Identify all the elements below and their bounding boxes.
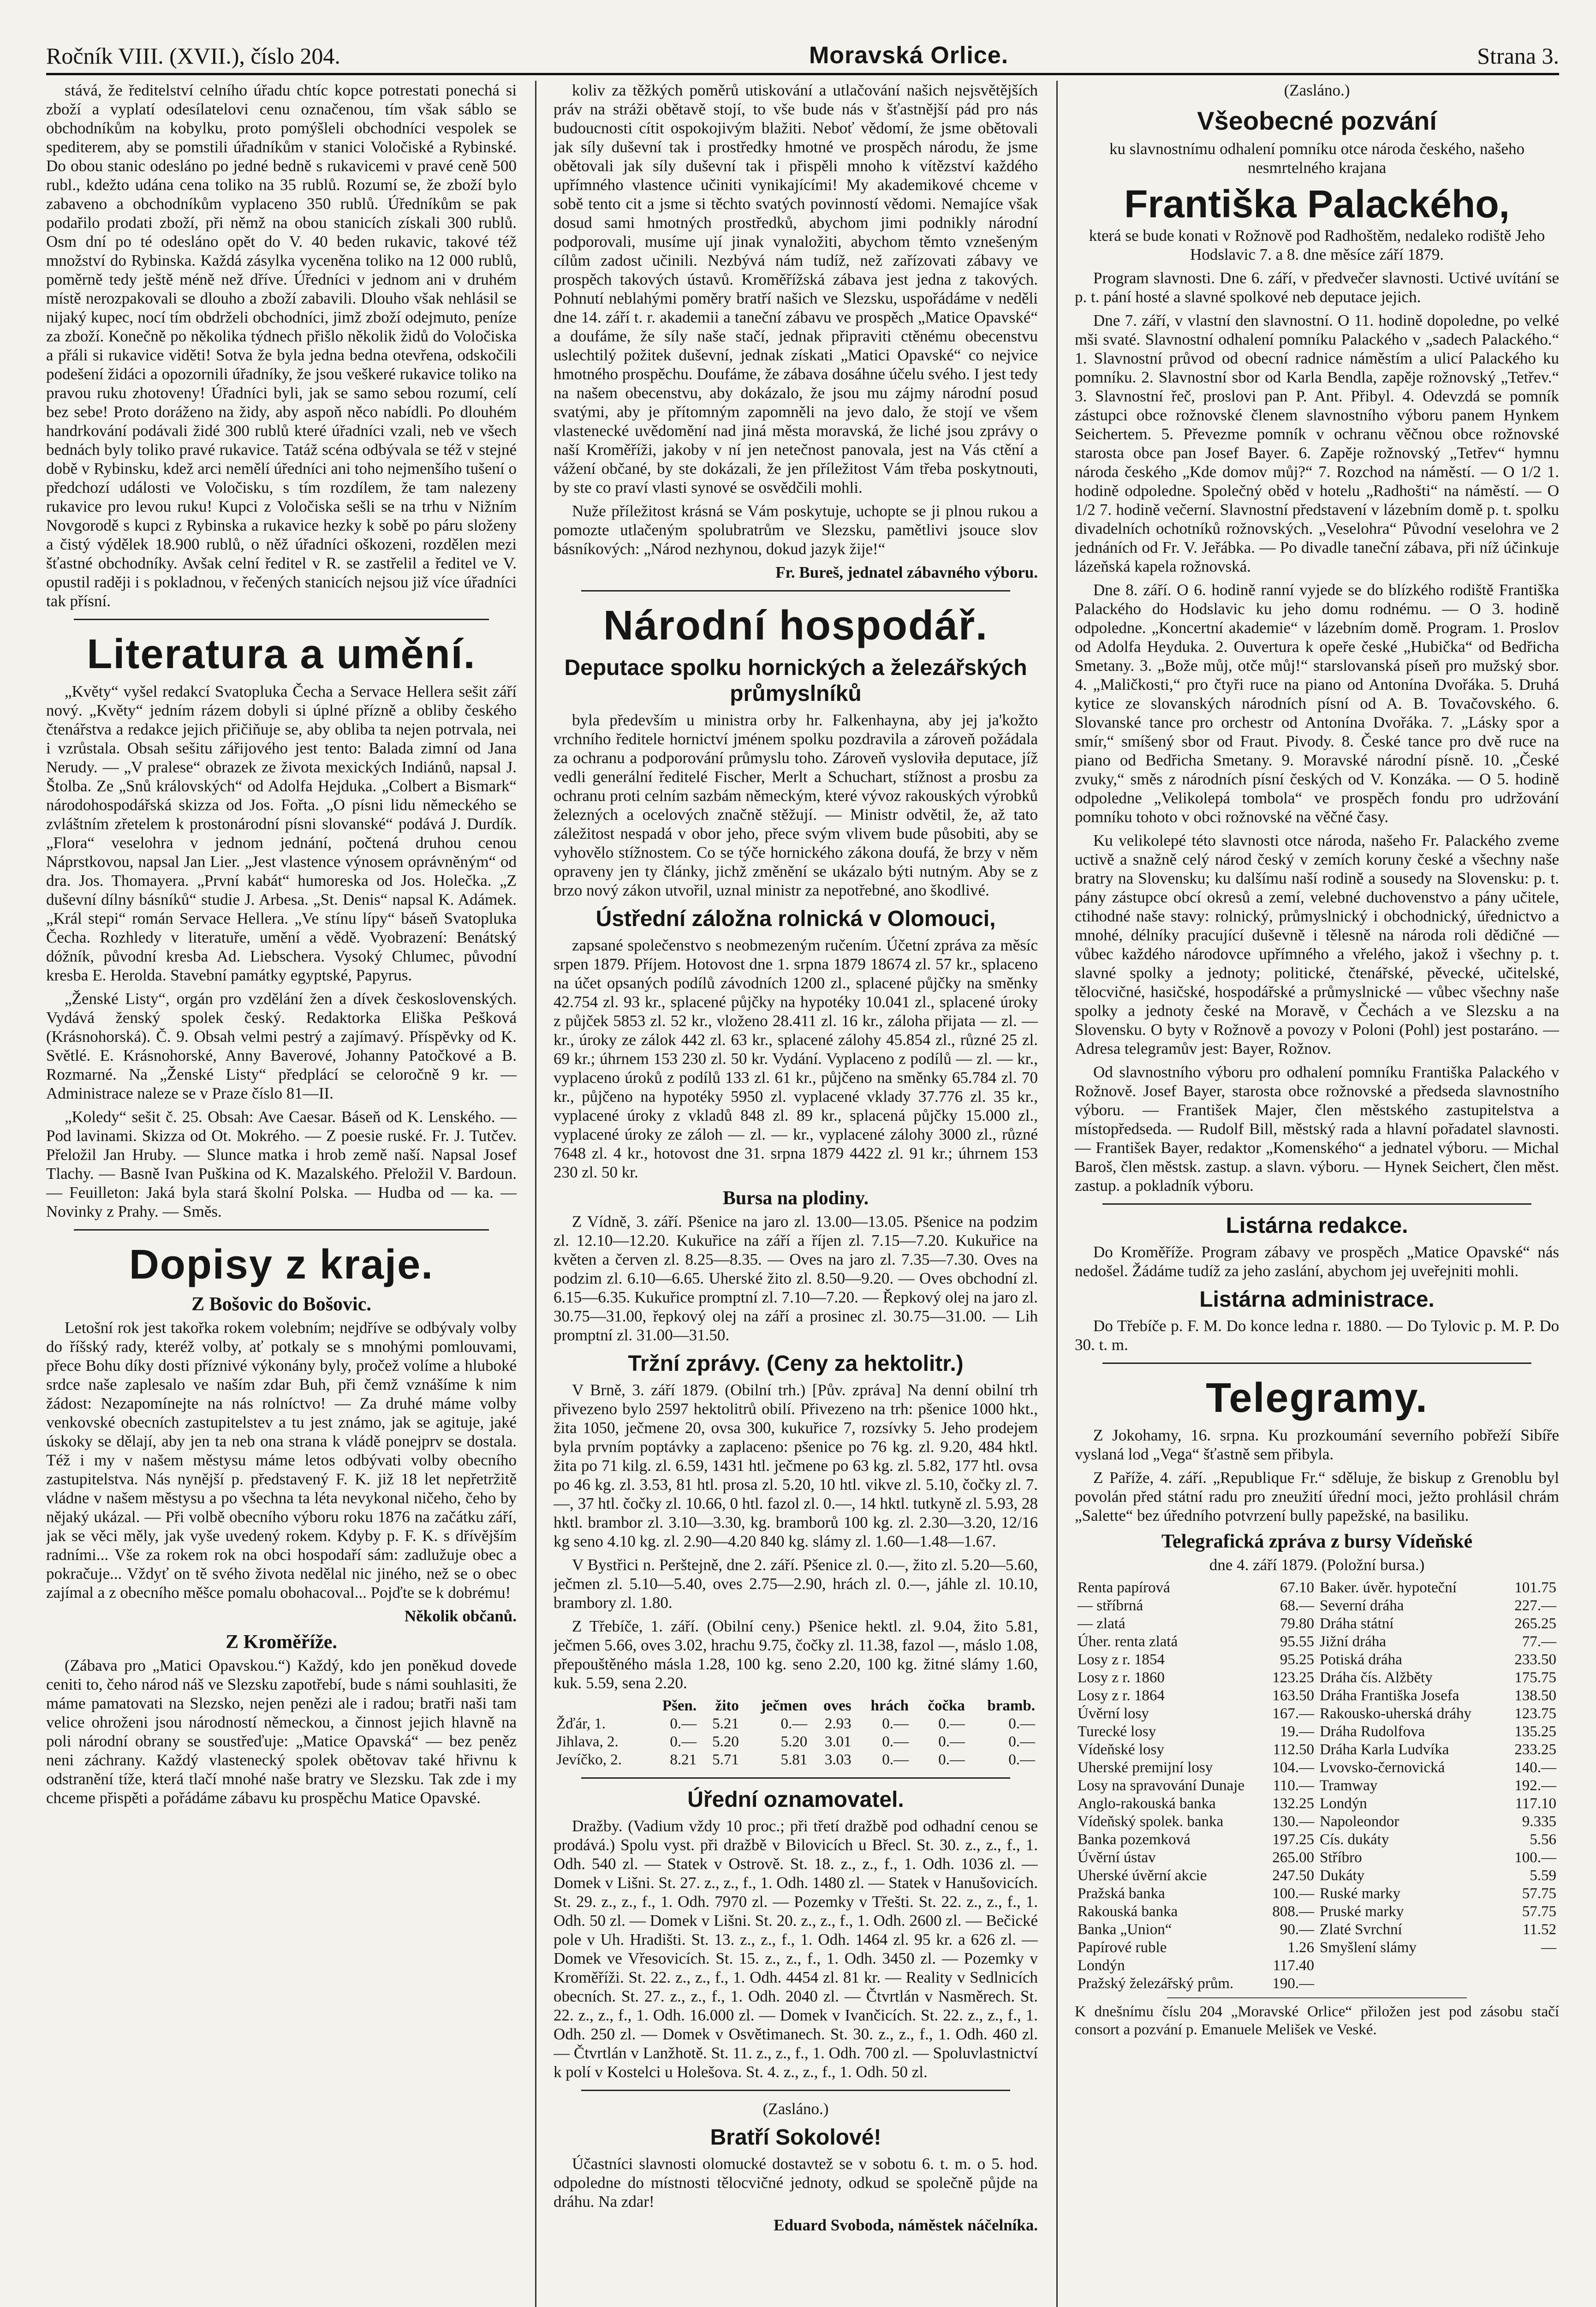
paragraph: Do Třebíče p. F. M. Do konce ledna r. 1880. — Do Tylovic p. M. P. Do 30. t. m. bbox=[1075, 1317, 1559, 1354]
subheading: Bratří Sokolové! bbox=[710, 2125, 881, 2150]
table-row bbox=[1075, 1921, 1559, 1939]
table-row bbox=[554, 1751, 1038, 1769]
subheading: Tržní zprávy. (Ceny za hektolitr.) bbox=[628, 1351, 964, 1376]
table-header-cell: bramb. bbox=[987, 1697, 1035, 1714]
table-cell: 0.— bbox=[1008, 1733, 1035, 1750]
table-cell: Uherské premijní losy bbox=[1078, 1759, 1213, 1776]
table-cell: Pražská banka bbox=[1078, 1885, 1165, 1902]
signature: Eduard Svoboda, náměstek náčelníka. bbox=[774, 2216, 1038, 2234]
table-cell: 233.25 bbox=[1514, 1741, 1556, 1758]
table-row bbox=[1075, 1759, 1559, 1777]
table-cell: 112.50 bbox=[1273, 1741, 1314, 1758]
table-header-cell bbox=[554, 1697, 647, 1715]
table-cell: 5.20 bbox=[780, 1733, 808, 1750]
table-cell: — bbox=[1541, 1939, 1556, 1956]
table-cell: Potiská dráha bbox=[1320, 1651, 1402, 1668]
table-cell: 5.56 bbox=[1530, 1831, 1556, 1848]
section-title-letters: Dopisy z kraje. bbox=[129, 1242, 434, 1288]
table-cell: 90.— bbox=[1280, 1921, 1314, 1938]
table-cell: 5.21 bbox=[712, 1715, 739, 1732]
table-cell: — zlatá bbox=[1078, 1615, 1126, 1632]
table-cell: 79.80 bbox=[1280, 1615, 1314, 1632]
table-cell: Anglo-rakouská banka bbox=[1078, 1795, 1216, 1812]
column-1 bbox=[46, 81, 517, 2307]
article-continued: koliv za těžkých poměrů utiskování a utlačování našich nejsvětějších práv na stráži obětavě stojí, to vše bude nás v šťastnější pád pro nás budoucnosti cítit ospokojivým blažiti. Neboť vědomí, že jsme obětovali jak síly duševní tak i prostředky hmotné ve prospěch národu, že jsme obětovali jak síly duševní tak i přispěli mnoho k vítězství každého upřímného vlastence učiniti vynikajícími! My akademikové chceme v sobě tento cit a jsme si těchto svatých povinností vědomi. Nemajíce však dosud sami hmotných prostředků, abychom jimi podnikly národní podporovali, musíme ují jinak vynaložiti, abychom těmto vznešeným cílům zadost učinili. Nezbývá nám tudíž, než zařízovati zábavy ve prospěch takových ústavů. Kroměřížská zábava jest jedna z takových. Pohnutí neblahými poměry bratří našich ve Slezsku, uspořádáme v neděli dne 14. září t. r. akademii a taneční zábavu ve prospěch „Matice Opavské“ a doufáme, že síly naše stačí, jednak připraviti ctěnému obecenstvu uslechtilý požitek duševní, jednak získati „Matici Opavské“ co nejvice hmotného prospěchu. Doufáme, že zábava dosáhne účelu svého. I jest tedy na našem obecenstvu, aby dokázalo, že jsou mu zájmy národní posud svatými, aby je přítomným zapomněli na jevo dalo, že stojí ve všem vlastenecké uvědomění nad jiná města moravská, že liché jsou zprávy o naší Kroměříži, jakoby v ní jen netečnost panovala, jest na Vás ctění a vážení občané, by ste dokázali, že jen příležitost Vám třeba poskytnouti, by ste co praví vlasti synové se osvědčili mohli. bbox=[554, 81, 1038, 496]
table-row bbox=[1075, 1867, 1559, 1885]
table-cell: 132.25 bbox=[1272, 1795, 1314, 1812]
letter-paragraph: (Zábava pro „Matici Opavskou.“) Každý, kdo jen poněkud dovede ceniti to, čeho národ náš ve Slezsku zapotřebí, bude s námi souhlasiti, že máme pamatovati na Slezsko, nejen penězi ale i radou; bratři naši tam velice ohroženi jsou národností německou, a činnost jejich hlavně na poli národní obrany se soustřeďuje: „Matice Opavská“ — bez peněz neni záchrany. Každý vlastenecký spolek obětovav také hřivnu k odstranění tíže, která tlačí mnohé naše bratry ve Slezsku. Tak zde i my chceme přispěti a pořádáme zábavu ku prospěchu Matice Opavské. bbox=[46, 1656, 517, 1807]
table-cell: 130.— bbox=[1272, 1813, 1314, 1830]
table-header-cell: hrách bbox=[870, 1697, 909, 1714]
paragraph: Účastníci slavnosti olomucké dostavtež se v sobotu 6. t. m. o 5. hod. odpoledne do místnosti tělocvičné jednoty, odkud se společně půjde na dráhu. Na zdar! bbox=[554, 2155, 1038, 2211]
table-row bbox=[1075, 1633, 1559, 1651]
column-3 bbox=[1075, 81, 1559, 2307]
table-cell: 190.— bbox=[1272, 1975, 1314, 1992]
table-cell: 808.— bbox=[1272, 1903, 1314, 1920]
table-cell: Turecké losy bbox=[1078, 1723, 1156, 1740]
table-cell: 192.— bbox=[1514, 1777, 1556, 1794]
section-title-admin-mail: Listárna administrace. bbox=[1199, 1287, 1435, 1312]
table-header-cell: Pšen. bbox=[662, 1697, 697, 1714]
table-cell: 140.— bbox=[1514, 1759, 1556, 1776]
table-cell: 227.— bbox=[1514, 1597, 1556, 1614]
table-cell: Londýn bbox=[1320, 1795, 1367, 1812]
table-cell: Lvovsko-černovická bbox=[1320, 1759, 1445, 1776]
table-cell: 138.50 bbox=[1514, 1687, 1556, 1704]
invitation-name: Františka Palackého, bbox=[1124, 182, 1510, 226]
table-cell: Stříbro bbox=[1320, 1849, 1362, 1866]
subheading: Telegrafická zpráva z bursy Vídeňské bbox=[1161, 1531, 1473, 1552]
table-cell: Úher. renta zlatá bbox=[1078, 1633, 1178, 1650]
table-cell: Vídeňské losy bbox=[1078, 1741, 1164, 1758]
table-cell: 110.— bbox=[1273, 1777, 1314, 1794]
programme-day-7: Dne 7. září, v vlastní den slavnostní. O 11. hodině dopoledne, po velké mši svaté. Slavnostní odhalení pomníku Palackého v „sadech Palackého.“ 1. Slavnostní průvod od obecní radnice náměstím a ulicí Palackého ku pomníku. 2. Slavnostní sbor od Karla Bendla, zapěje rožnovský „Tetřev.“ 3. Slavnostní řeč, proslovi pan P. Ant. Přibyl. 4. Odevzdá se pomník zástupci obce rožnovské členem slavnostního výboru panem Hynkem Seichertem. 5. Převezme pomník v ochranu věčnou obce rožnovské starosta obce pan Josef Bayer. 6. Zapěje rožnovský „Tetřev“ hymnu národa českého „Kde domov můj?“ 7. Rozchod na náměstí. — O 1/2 1. hodině odpoledne. Společný oběd v hotelu „Radhošti“ na náměstí. — O 1/2 7. hodině večerní. Slavnostní představení v lázebním domě p. t. spolku divadelních ochotníků rožnovských. „Veselohra“ Původní veselohra ve 2 jednáních od Fr. V. Jeřábka. — Po divadle taneční zábava, při níž účinkuje lázeňská kapela rožnovská. bbox=[1075, 311, 1559, 575]
table-header-cell: oves bbox=[823, 1697, 852, 1714]
sent-label: (Zasláno.) bbox=[1284, 81, 1350, 99]
table-cell: — stříbrná bbox=[1078, 1597, 1143, 1614]
divider bbox=[1102, 1203, 1531, 1205]
table-cell: Jihlava, 2. bbox=[556, 1733, 619, 1750]
table-row bbox=[1075, 1903, 1559, 1921]
divider bbox=[581, 2090, 1010, 2091]
table-cell: 95.55 bbox=[1280, 1633, 1314, 1650]
paragraph: Z Vídně, 3. září. Pšenice na jaro zl. 13.00—13.05. Pšenice na podzim zl. 12.10—12.20. Kukuřice na září a říjen zl. 7.15—7.20. Kukuřice na květen a červen zl. 8.25—8.35. — Oves na jaro zl. 7.35—7.30. Oves na podzim zl. 6.10—6.65. Uherské žito zl. 8.50—9.20. — Oves obchodní zl. 6.15—6.35. Kukuřice promptní zl. 7.10—7.20. — Řepkový olej na jaro zl. 30.75—31.00, řepkový olej na září a prosinec zl. 30.75—31.00. — Lih promptní zl. 31.00—31.50. bbox=[554, 1213, 1038, 1344]
table-cell: Vídeňský spolek. banka bbox=[1078, 1813, 1224, 1830]
divider bbox=[74, 1229, 489, 1231]
table-row bbox=[1075, 1597, 1559, 1615]
table-cell: Papírové ruble bbox=[1078, 1939, 1167, 1956]
table-cell: 167.— bbox=[1272, 1705, 1314, 1722]
divider bbox=[581, 1777, 1010, 1779]
table-cell: Banka pozemková bbox=[1078, 1831, 1191, 1848]
header-rule bbox=[46, 73, 1559, 75]
column-divider bbox=[1056, 81, 1058, 2307]
paragraph: Dražby. (Vadium vždy 10 proc.; při třetí dražbě pod odhadní cenou se prodává.) Spolu vyst. při dražbě v Bilovicích u Břecl. St. 30. z., z., f., 1. Odh. 540 zl. — Statek v Ostrově. St. 18. z., z., f., 1. Odh. 1036 zl. — Domek v Lišni. St. 27. z., z., f., 1. Odh. 1480 zl. — Statek v Hanušovicích. St. 29. z., z., f., 1. Odh. 7970 zl. — Pozemky v Třešti. St. 22. z., z., f., 1. Odh. 50 zl. — Domek v Lišni. St. 20. z., z., f., 1. Odh. 2600 zl. — Bečické pole v Uh. Hradišti. St. 13. z., z., f., 1. Odh. 1464 zl. 95 kr. a 626 zl. — Domek ve Vřesovicích. St. 15. z., z., f., 1. Odh. 3450 zl. — Pozemky v Kroměříži. St. 22. z., z., f., 1. Odh. 4454 zl. 81 kr. — Reality v Sedlnicích obecních. St. 27. z., z., f., 1. Odh. 2040 zl. — Čtvrtlán v Nasměrech. St. 22. z., z., f., 1. Odh. 16.000 zl. — Domek v Ivančicích. St. 22. z., z., f., 1. Odh. 250 zl. — Domek v Osvětimanech. St. 30. z., z., f., 1. Odh. 460 zl. — Čtvrtlán v Lanžhotě. St. 11. z., z., f., 1. Odh. 700 zl. — Spoluvlastnictví k polí v Kostelci u Holešova. St. 4. z., z., f., 1. Odh. 50 zl. bbox=[554, 1817, 1038, 2081]
table-cell: 117.10 bbox=[1515, 1795, 1556, 1812]
table-cell: 1.26 bbox=[1287, 1939, 1314, 1956]
table-cell: Dukáty bbox=[1320, 1867, 1365, 1884]
table-cell: 67.10 bbox=[1280, 1579, 1314, 1596]
issue-info: Ročník VIII. (XVII.), číslo 204. bbox=[46, 43, 340, 69]
table-cell: 0.— bbox=[670, 1715, 697, 1732]
table-cell: Cís. dukáty bbox=[1320, 1831, 1389, 1848]
subheading: Z Kroměříže. bbox=[226, 1632, 337, 1653]
table-cell: Dráha státní bbox=[1320, 1615, 1394, 1632]
table-cell: 5.20 bbox=[712, 1733, 739, 1750]
table-cell: 2.93 bbox=[824, 1715, 852, 1732]
programme-day-8: Dne 8. září. O 6. hodině ranní vyjede se do blízkého rodiště Františka Palackého do Hodslavic ku jeho domu rodnému. — O 3. hodině odpoledne. „Koncertní akademie“ v lázebním domě. Program. 1. Proslov od Adolfa Heyduka. 2. Ouvertura k opeře české „Hubička“ od Bedřicha Smetany. 3. „Bože můj, otče můj!“ starslovanská píseň pro mužský sbor. 4. „Maličkosti,“ pro čtyři ruce na piano od Antonína Dvořáka. 5. Druhá kytice ze slovanských národních písní od A. B. Tovačovského. 6. Slovanské tance pro orchestr od Antonína Dvořáka. 7. „Lásky spor a smír,“ smíšený sbor od Fraut. Pivody. 8. České tance pro dvě ruce na piano od Bedřicha Smetany. 9. Moravské národní písně. 10. „České zvuky,“ směs z národních písní českých od V. Konzáka. — O 5. hodině odpoledne „Velikolepá tombola“ ve prospěch fondu pro udržování pomníku tohoto v obci rožnovské na věčné časy. bbox=[1075, 581, 1559, 826]
table-cell: 0.— bbox=[882, 1733, 909, 1750]
table-row bbox=[1075, 1777, 1559, 1795]
table-row bbox=[1075, 1975, 1559, 1993]
table-row bbox=[1075, 1651, 1559, 1669]
table-row bbox=[1075, 1669, 1559, 1687]
divider bbox=[74, 619, 489, 620]
lit-paragraph: „Koledy“ sešit č. 25. Obsah: Ave Caesar. Báseň od K. Lenského. — Pod lavinami. Skizza od Ot. Mokrého. — Z poesie ruské. Fr. J. Tutčev. Přeložil Jan Hruby. — Slunce matka i hrob země naší. Napsal Josef Tlachy. — Basně Ivan Puškina od K. Mazalského. Přeložil V. Bardoun. — Feuilleton: Jaká byla stará školní Polska. — Hudba od — ka. — Novinky z Prahy. — Směs. bbox=[46, 1108, 517, 1220]
subheading: Deputace spolku hornických a železářských průmyslníků bbox=[564, 656, 1027, 706]
table-cell: 233.50 bbox=[1514, 1651, 1556, 1668]
paragraph: Z Paříže, 4. září. „Republique Fr.“ sděluje, že biskup z Grenoblu byl povolán před státní radu pro zneužití úřední moci, ježto prohlásil chrám „Salette“ bez úředního potvrzení bully papežské, na basiliku. bbox=[1075, 1469, 1559, 1524]
stock-exchange-table bbox=[1075, 1579, 1559, 1993]
table-cell: Dráha Františka Josefa bbox=[1320, 1687, 1459, 1704]
table-cell: 123.25 bbox=[1272, 1669, 1314, 1686]
table-cell: 175.75 bbox=[1514, 1669, 1556, 1686]
table-row bbox=[1075, 1579, 1559, 1597]
table-cell bbox=[1317, 1975, 1491, 1993]
committee: Od slavnostního výboru pro odhalení pomníku Františka Palackého v Rožnově. Josef Bayer, starosta obce rožnovské a předseda slavnostního výboru. — František Majer, člen městského zastupitelstva a místopředseda. — Rudolf Bill, městský rada a hlavní pořadatel slavnosti. — František Bayer, redaktor „Komenského“ a jednatel výboru. — Michal Baroš, člen městsk. zastup. a slavn. výboru. — Hynek Seichert, člen měst. zastup. a pokladník výboru. bbox=[1075, 1063, 1559, 1195]
table-cell: Rakouská banka bbox=[1078, 1903, 1178, 1920]
paragraph: Z Třebíče, 1. září. (Obilní ceny.) Pšenice hektl. zl. 9.04, žito 5.81, ječmen 5.66, oves 3.02, hrachu 9.75, čočky zl. 11.38, fazol —, máslo 1.08, přepouštěného másla 1.28, 100 kg. seno 2.20, 100 kg. žitné slámy 1.60, kuk. 5.59, sena 2.20. bbox=[554, 1617, 1038, 1692]
table-row bbox=[1075, 1795, 1559, 1813]
table-cell: Losy z r. 1860 bbox=[1078, 1669, 1165, 1686]
table-cell: 0.— bbox=[1008, 1715, 1035, 1732]
table-cell: Jižní dráha bbox=[1320, 1633, 1386, 1650]
letter-paragraph: Letošní rok jest takořka rokem volebním; nejdříve se odbývaly volby do říšský rady, kteréž volby, ať potkaly se s mnohými pomlouvami, přece Bohu díky dosti příznivé výkonány byly, pročež volíme a hluboké srdce naše zaplesalo ve naším zdar Buh, při čemž vznášíme k nim žádost: Nezapomínejte na nás rolníctvo! — Za druhé máme volby venkovské obecních zastupitelstev a tu jest známo, jak se agituje, jaké úskoky se dělají, aby jen ta neb ona strana k vládě ponejprv se dostala. Též i my v našem městysu máme letos odbývati volby obecního zastupitelstva. Nás nynější p. představený F. K. již 18 let nepřetržitě vládne v našem městysu a po všechna ta léta nevykonal ničeho, čeho by nějaký ukázal. — Při volbě obecního výboru roku 1876 na začátku září, jak se věci měly, jak vyše uvedený rokem. Kdyby p. F. K. s dřívějším radními... Vše za rokem rok na obci hospodaří sám: zadlužuje obec a pokračuje... Vždyť on tě svého života nedělal nic jiného, než se o obec zajímal a z obecního měšce pomalu obohacoval... Pojďte se k dobrému! bbox=[46, 1319, 517, 1602]
table-cell: 265.25 bbox=[1514, 1615, 1556, 1632]
table-cell: 117.40 bbox=[1273, 1957, 1314, 1974]
table-cell: Banka „Union“ bbox=[1078, 1921, 1172, 1938]
table-cell: Zlaté Svrchní bbox=[1320, 1921, 1402, 1938]
subheading-date: dne 4. září 1879. (Položní bursa.) bbox=[1209, 1556, 1425, 1574]
table-cell: 8.21 bbox=[670, 1751, 697, 1768]
subheading: Bursa na plodiny. bbox=[722, 1188, 869, 1209]
table-cell: 95.25 bbox=[1280, 1651, 1314, 1668]
table-header-cell: žito bbox=[715, 1697, 739, 1714]
table-cell: 77.— bbox=[1522, 1633, 1556, 1650]
table-cell: 0.— bbox=[938, 1733, 965, 1750]
table-cell: 163.50 bbox=[1272, 1687, 1314, 1704]
table-cell: 104.— bbox=[1272, 1759, 1314, 1776]
table-cell: 135.25 bbox=[1514, 1723, 1556, 1740]
section-title-editorial-mail: Listárna redakce. bbox=[1226, 1213, 1408, 1238]
table-header-cell: ječmen bbox=[761, 1697, 808, 1714]
paragraph: V Brně, 3. září 1879. (Obilní trh.) [Pův. zpráva] Na denní obilní trh přivezeno bylo 2597 hektolitrů obilí. Přivezeno na trh: pšenice 1000 hkt., žita 1050, ječmene 20, ovsa 300, kukuřice 7, rozsívky 5. Jeho prodejem byla prvním poptávky a zaplaceno: pšenice po 76 kg. zl. 9.20, 484 hktl. žita po 71 kilg. zl. 6.59, 1431 htl. ječmene po 63 kg. zl. 5.82, 177 htl. ovsa po 46 kg. zl. 3.53, 81 htl. prosa zl. 5.20, 10 htl. vikve zl. 5.10, čočky zl. 7.—, 37 htl. čočky zl. 10.66, 0 htl. fazol zl. 0.—, 14 hktl. tutkyně zl. 5.93, 28 hktl. brambor zl. 3.10—3.30, kg. bramborů 100 kg. zl. 2.30—3.20, 12/16 kg seno 4.10 kg. zl. 2.90—4.20 840 kg. slámy zl. 1.60—1.48—1.67. bbox=[554, 1381, 1038, 1550]
table-cell: Ruské marky bbox=[1320, 1885, 1401, 1902]
table-cell: Smyšlení slámy bbox=[1320, 1939, 1417, 1956]
signature: Fr. Bureš, jednatel zábavného výboru. bbox=[775, 563, 1038, 581]
table-row bbox=[1075, 1615, 1559, 1633]
table-cell: 0.— bbox=[938, 1715, 965, 1732]
paragraph: V Bystřici n. Perštejně, dne 2. září. Pšenice zl. 0.—, žito zl. 5.20—5.60, ječmen zl. 5.10—5.40, oves 2.75—2.90, hrách zl. 0.—, jáhle zl. 10.10, brambory zl. 1.80. bbox=[554, 1556, 1038, 1612]
table-cell: Úvěrní losy bbox=[1078, 1705, 1149, 1722]
table-cell: 9.335 bbox=[1522, 1813, 1556, 1830]
masthead: Moravská Orlice. bbox=[809, 42, 1009, 69]
subheading: Z Bošovic do Bošovic. bbox=[191, 1294, 371, 1315]
page-number: Strana 3. bbox=[1477, 43, 1559, 69]
table-row bbox=[554, 1715, 1038, 1733]
lit-paragraph: „Ženské Listy“, orgán pro vzdělání žen a dívek československých. Vydává ženský spolek český. Redaktorka Eliška Pešková (Krásnohorská). Č. 9. Obsah velmi pestrý a zajímavý. Příspěvky od K. Světlé. E. Krásnohorské, Anny Baverové, Johanny Patočkové a B. Rozmarné. Na „Ženské Listy“ předplácí se celoročně 9 kr. — Administrace naleze se v Praze číslo 81—II. bbox=[46, 990, 517, 1102]
table-cell: 5.71 bbox=[712, 1751, 739, 1768]
table-cell: Renta papírová bbox=[1078, 1579, 1170, 1596]
table-cell: Severní dráha bbox=[1320, 1597, 1404, 1614]
table-cell: 247.50 bbox=[1272, 1867, 1314, 1884]
programme: Program slavnosti. Dne 6. září, v předvečer slavnosti. Uctivé uvítání se p. t. pání hosté a slavné spolkové neb deputace jejich. bbox=[1075, 269, 1559, 306]
table-cell bbox=[1317, 1957, 1491, 1975]
table-cell: 197.25 bbox=[1272, 1831, 1314, 1848]
table-row bbox=[554, 1733, 1038, 1751]
table-cell: 57.75 bbox=[1522, 1903, 1556, 1920]
table-cell: 68.— bbox=[1280, 1597, 1314, 1614]
table-cell: 0.— bbox=[882, 1751, 909, 1768]
table-cell: 0.— bbox=[670, 1733, 697, 1750]
lit-paragraph: „Květy“ vyšel redakcí Svatopluka Čecha a Servace Hellera sešit září nový. „Květy“ jedním rázem dobyli si úplné přízně a obliby českého čtenářstva a redakce jejich přičiňuje se, aby obliba ta nejen potrvala, nei i vzrůstala. Obsah sešitu zářijového jest tento: Balada zimní od Jana Nerudy. — „V pralese“ obrazek ze života mexických Indiánů, napsal J. Štolba. Ze „Snů královských“ od Adolfa Hejduka. „Colbert a Bismark“ národohospodářská skizza od Jos. Fořta. „O písni lidu německého se zvláštním zřetelem k prostonárodní písni slovanské“ podává J. Durdík. „Flora“ veselohra v jednom jednání, počtená druhou cenou Náprstkovou, napsal Jan Lier. „Jest vlastence výnosem oprávněným“ od dra. Jos. Thomayera. „První kabát“ humoreska od Jos. Holečka. „Z duševní dílny básníků“ studie J. Arbesa. „St. Denis“ napsal K. Adámek. „Král stepi“ román Servace Hellera. „Ve stínu lípy“ báseň Svatopluka Čecha. Rozhledy v literatuře, umění a vědě. Vyobrazení: Benátský dóžník, původní kresba Ad. Liebschera. Vysoký Chlumec, původní kresba E. Herolda. Stavební památky egyptské, Papyrus. bbox=[46, 682, 517, 984]
invitation-subtitle: která se bude konati v Rožnově pod Radhoštěm, nedaleko rodiště Jeho Hodslavic 7. a 8. dne měsíce září 1879. bbox=[1089, 227, 1545, 263]
paragraph: Nuže příležitost krásná se Vám poskytuje, uchopte se ji plnou rukou a pomozte utlačeným spolubratrům ve Slezsku, pamětlivi jsouce slov básníkových: „Národ nezhynou, dokud jazyk žije!“ bbox=[554, 502, 1038, 558]
table-cell: Tramway bbox=[1320, 1777, 1378, 1794]
table-cell: 100.— bbox=[1514, 1849, 1556, 1866]
table-cell: 0.— bbox=[882, 1715, 909, 1732]
table-cell: Londýn bbox=[1078, 1957, 1125, 1974]
footnote: K dnešnímu číslu 204 „Moravské Orlice“ přiložen jest pod zásobu stačí consort a pozvání p. Emanuele Melišek ve Veské. bbox=[1075, 2003, 1559, 2038]
column-divider bbox=[535, 81, 536, 2307]
divider bbox=[581, 590, 1010, 592]
table-cell: Pražský železářský prům. bbox=[1078, 1975, 1234, 1992]
section-title-economy: Národní hospodář. bbox=[603, 603, 989, 649]
table-cell: 265.00 bbox=[1272, 1849, 1314, 1866]
table-cell: Losy z r. 1854 bbox=[1078, 1651, 1165, 1668]
table-cell: 0.— bbox=[1008, 1751, 1035, 1768]
table-row bbox=[1075, 1957, 1559, 1975]
table-cell bbox=[1491, 1975, 1559, 1993]
paragraph: Do Kroměříže. Program zábavy ve prospěch „Matice Opavské“ nás nedošel. Žádáme tudíž za jeho zaslání, abychom jej uveřejniti mohli. bbox=[1075, 1243, 1559, 1280]
table-cell: 5.81 bbox=[780, 1751, 808, 1768]
table-cell: Jevíčko, 2. bbox=[556, 1751, 622, 1768]
table-cell: 3.03 bbox=[824, 1751, 852, 1768]
table-cell: 0.— bbox=[938, 1751, 965, 1768]
table-row bbox=[1075, 1831, 1559, 1849]
table-cell: Napoleondor bbox=[1320, 1813, 1399, 1830]
section-title-official: Úřední oznamovatel. bbox=[687, 1787, 904, 1812]
table-cell: Losy na spravování Dunaje bbox=[1078, 1777, 1245, 1794]
table-cell: 57.75 bbox=[1522, 1885, 1556, 1902]
table-row bbox=[1075, 1741, 1559, 1759]
table-cell: Žďár, 1. bbox=[556, 1715, 606, 1732]
paragraph: zapsané společenstvo s neobmezeným ručením. Účetní zpráva za měsíc srpen 1879. Příjem. Hotovost dne 1. srpna 1879 18674 zl. 57 kr., splaceno na účet opsaných podílů závodních 1200 zl., splacené půjčky na směnky 42.754 zl. 93 kr., splacené půjčky na hypotéky 10.041 zl., splacené úroky z půjček 5853 zl. 52 kr., vloženo 28.411 zl. 16 kr., záloha přijata — zl. — kr., úroky ze zálok 442 zl. 63 kr., splacené zálohy 45.854 zl., různé 25 zl. 69 kr.; úhrnem 153 230 zl. 50 kr. Vydání. Vyplaceno z podílů — zl. — kr., vyplaceno úroků z podílů 133 zl. 61 kr., půjčeno na směnky 65.784 zl. 70 kr., půjčeno na hypotéky 5950 zl. vyplacené vklady 37.776 zl. 35 kr., vyplacené úroky z vkladů 848 zl. 89 kr., splacená půjčky 15.000 zl., vyplacené úroky ze záloh — zl. — kr., vyplacené zálohy 3000 zl., různé 7648 zl. 4 kr., hotovost dne 31. srpna 1879 4422 zl. 91 kr.; úhrnem 153 230 zl. 50 kr. bbox=[554, 936, 1038, 1181]
table-cell: 0.— bbox=[780, 1715, 808, 1732]
table-cell: Dráha Karla Ludvíka bbox=[1320, 1741, 1449, 1758]
table-cell: Dráha čís. Alžběty bbox=[1320, 1669, 1433, 1686]
signature: Několik občanů. bbox=[404, 1607, 517, 1625]
table-cell: Úvěrní ústav bbox=[1078, 1849, 1156, 1866]
table-row bbox=[1075, 1813, 1559, 1831]
paragraph: byla především u ministra orby hr. Falkenhayna, aby jej ja'kožto vrchního ředitele hornictví jménem spolku pozdravila a zároveň požádala za ochranu a podporování průmyslu toho. Zároveň vysloviła deputace, jíž vedli generální ředitelé Fischer, Merlt a Schuchart, stížnost a prosbu za ochranu proti celním sazbám německým, které vývoz rakouských výrobků železných a ocelových značně stěžují. — Ministr odvětil, že, až tato záležitost nespadá v obor jeho, přece svým vlivem bude působiti, aby se vyhovělo stížnostem. Co se týče hornického zákona doufá, že brzy v něm opraveny jen ty články, jichž změnění se ukázalo býti nutným. Aby se z brzo nový zákon utvořil, uznal ministr za nepotřebné, ano škodlivé. bbox=[554, 711, 1038, 899]
sent-label: (Zasláno.) bbox=[762, 2100, 829, 2118]
table-row bbox=[1075, 1687, 1559, 1705]
table-cell: Baker. úvěr. hypoteční bbox=[1320, 1579, 1457, 1596]
paragraph: Z Jokohamy, 16. srpna. Ku prozkoumání severního pobřeží Sibíře vyslaná lod „Vega“ šťastně sem přibyla. bbox=[1075, 1426, 1559, 1463]
page-header bbox=[46, 28, 1559, 69]
column-2 bbox=[554, 81, 1038, 2307]
paragraph: Ku velikolepé této slavnosti otce národa, našeho Fr. Palackého zveme uctivě a snažně celý národ český v zemích koruny české a všechny naše bratry na Slovensku; ku dalšímu naší rodině a sousedy na Slovensku: p. t. pány zástupce obcí okresů a zemí, velebné duchovenstvo a pány učitele, ctihodné naše stavy: rolnický, průmyslnický i obchodnický, úřednictvo a mnohé, délníky pracující duševně i tělesně na národa roli dědičné — vůbec každého národovce upřímného a vřelého, jakož i všechny p. t. slavné spolky a jednoty; politické, čtenářské, pěvecké, učitelské, tělocvičné, hasičské, hospodářské a průmyslnické — vůbec všechny naše spolky a jednoty české na Moravě, v Čechách a ve Slezsku a na Slovensku. O byty v Rožnově a povozy v Poloni (Pohl) jest postaráno. — Adresa telegramův jest: Bayer, Rožnov. bbox=[1075, 831, 1559, 1058]
table-header bbox=[554, 1697, 1038, 1715]
invitation-title: Všeobecné pozvání bbox=[1197, 106, 1437, 135]
section-title-literature: Literatura a umění. bbox=[87, 631, 476, 677]
table-cell: 5.59 bbox=[1530, 1867, 1556, 1884]
table-cell bbox=[1491, 1957, 1559, 1975]
table-row bbox=[1075, 1849, 1559, 1867]
table-cell: Uherské úvěrní akcie bbox=[1078, 1867, 1207, 1884]
table-cell: 11.52 bbox=[1522, 1921, 1556, 1938]
table-cell: Dráha Rudolfova bbox=[1320, 1723, 1425, 1740]
table-header-cell: čočka bbox=[928, 1697, 965, 1714]
subheading: Ústřední záložna rolnická v Olomouci, bbox=[596, 907, 996, 931]
table-row bbox=[1075, 1705, 1559, 1723]
divider bbox=[1102, 1363, 1531, 1364]
table-row bbox=[1075, 1723, 1559, 1741]
invitation-subtitle: ku slavnostnímu odhalení pomníku otce národa českého, našeho nesmrtelného krajana bbox=[1109, 140, 1525, 177]
table-cell: 100.— bbox=[1272, 1885, 1314, 1902]
table-cell: 19.— bbox=[1280, 1723, 1314, 1740]
table-cell: Rakousko-uherská dráhy bbox=[1320, 1705, 1472, 1722]
table-row bbox=[1075, 1939, 1559, 1957]
grain-price-table bbox=[554, 1697, 1038, 1769]
table-cell: 101.75 bbox=[1514, 1579, 1556, 1596]
divider bbox=[1167, 1997, 1467, 1998]
table-cell: 3.01 bbox=[824, 1733, 852, 1750]
table-cell: Losy z r. 1864 bbox=[1078, 1687, 1165, 1704]
table-cell: 123.75 bbox=[1514, 1705, 1556, 1722]
table-cell: Pruské marky bbox=[1320, 1903, 1404, 1920]
section-title-telegrams: Telegramy. bbox=[1206, 1375, 1428, 1421]
article-continued: stává, že ředitelství celního úřadu chtíc kopce potrestati ponechá si zboží a vyplatí odesílatelovi cenu označenou, tím však sáblo se obchodníkům na kobylku, proto pomýšleli obchodníci vespolek se spediterem, aby se pomstili úřadníkům v stanici Voločiské a Rybinské. Do obou stanic odesláno po jedné bedně s rukavicemi v pravé ceně 500 rubl., kdežto udána cena toliko na 35 rublů. Rozumí se, že zboží bylo zabaveno a obchodníkům vyplaceno 350 rublů. Úředníkům se pak podařilo prodati zboží, při němž na obou stanicích získali 300 rublů. Osm dní po té odesláno opět do V. 40 beden rukavic, takové též množství do Rybinska. Každá zásylka vyceněna toliko na 12 000 rublů, poměrně tedy ještě méně než dříve. Úředníci v jednom ani v druhém místě nerozpakovali se dlouho a zboží zabavili. Dlouho však nehlásil se nijaký kupec, nocí tím obdrželi obchodníci, jimž zboží odejmuto, peníze za zboží. Konečně po několika týdnech přišlo několik židů do Voločiska a přáli si rukavice viděti! Sotva že byla jedna bedna otevřena, odskočili podešení židáci a opozornili úřadníky, že jsou veškeré rukavice toliko na pravou ruku zhotoveny! Úřadníci byli, jak se samo sebou rozumí, celí bez sebe! Proto doráženo na židy, aby aspoň něco nabídli. Po dlouhém handrkování podávali židé 300 rublů které úřadníci vzali, neb ve všech bednách byly toliko pravé rukavice. Tatáž scéna odbývala se též v stejné době v Rybinsku, kdež arci nemělí úředníci ani toho nejmenšího tušení o předchozí události ve Voločisku, s tím rozdílem, že tam nalezeny rukavice pro levou ruku! Kupci z Voločiska sešli se na trhu v Nižním Novgorodě s kupci z Rybinska a rukavice hezky k sobě po páru složeny a čistý výdělek 18.900 rublů, o něž úřadníci oškozeni, rozdělen mezi šťastné obchodníky. Avšak celní ředitel v R. se zastřelil a ředitel ve V. opustil raději i s pokladnou, v řečených stanicích nejsou již více úřadníci tak přísní. bbox=[46, 81, 517, 610]
table-row bbox=[1075, 1885, 1559, 1903]
